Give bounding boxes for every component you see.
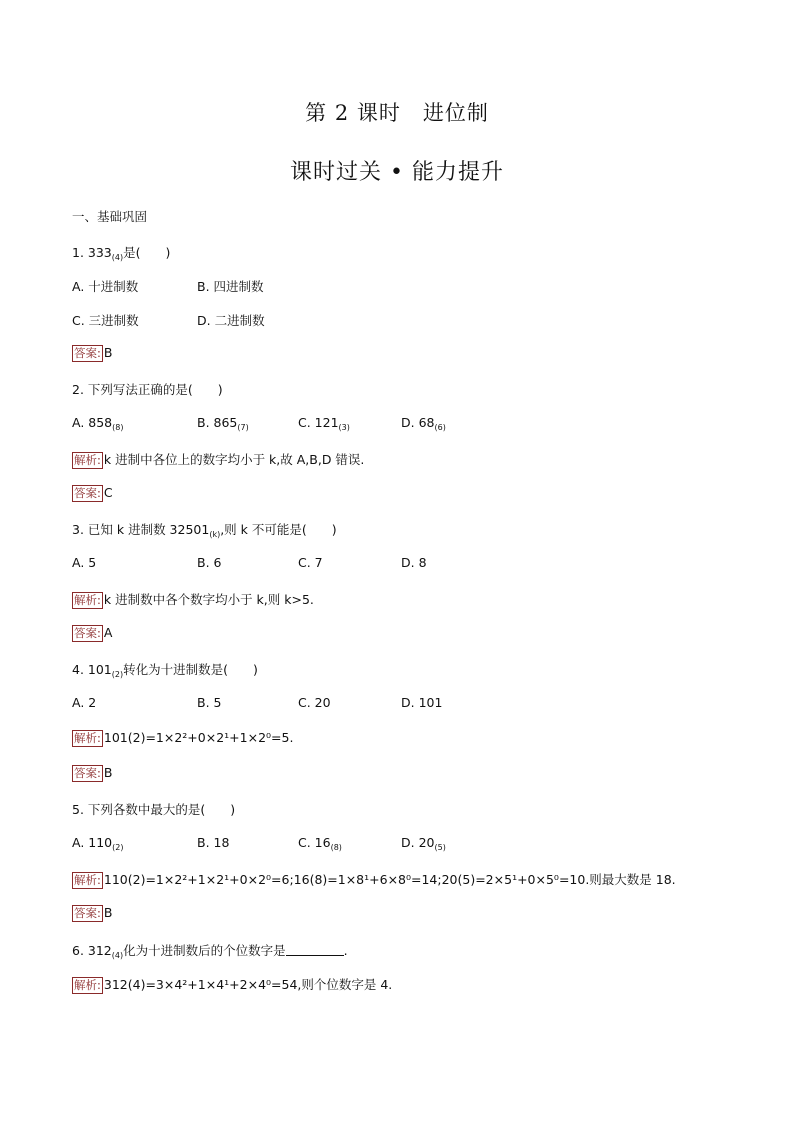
q5-option-a xyxy=(72,835,123,852)
q2-option-c xyxy=(298,415,350,432)
analysis-label: 解析: xyxy=(74,873,101,887)
q2-option-b-text: B. 865 xyxy=(197,415,238,430)
question-1 xyxy=(72,243,170,262)
analysis-label: 解析: xyxy=(74,978,101,992)
question-4 xyxy=(72,660,258,679)
q3-option-d: D. 8 xyxy=(401,555,427,570)
q3-stem-suffix: ,则 k 不可能是( ) xyxy=(220,522,337,537)
q4-option-a: A. 2 xyxy=(72,695,97,710)
q1-option-a: A. 十进制数 xyxy=(72,279,139,294)
q5-option-d-base: (5) xyxy=(434,843,446,852)
q5-option-d-text: D. 20 xyxy=(401,835,435,850)
q2-option-c-base: (3) xyxy=(338,423,350,432)
page-title: 第 2 课时 进位制 xyxy=(305,101,489,125)
q2-option-a-base: (8) xyxy=(112,423,124,432)
q2-option-b-base: (7) xyxy=(237,423,249,432)
q4-stem-prefix: 4. 101 xyxy=(72,662,112,677)
q5-option-c xyxy=(298,835,342,852)
q4-analysis-text: 101(2)=1×2²+0×2¹+1×2⁰=5. xyxy=(103,730,294,745)
q5-option-c-base: (8) xyxy=(330,843,342,852)
q2-option-d xyxy=(401,415,446,432)
q6-stem-prefix: 6. 312 xyxy=(72,943,112,958)
analysis-label: 解析: xyxy=(74,453,101,467)
q2-analysis xyxy=(72,450,364,469)
q3-stem-prefix: 3. 已知 k 进制数 32501 xyxy=(72,522,210,537)
q5-analysis xyxy=(72,870,676,889)
q5-option-b xyxy=(197,835,229,850)
q5-option-d xyxy=(401,835,446,852)
q4-answer xyxy=(72,765,112,782)
q6-analysis-text: 312(4)=3×4²+1×4¹+2×4⁰=54,则个位数字是 4. xyxy=(103,977,393,992)
section-heading: 一、基础巩固 xyxy=(72,209,148,224)
q2-option-a-text: A. 858 xyxy=(72,415,113,430)
q2-option-b xyxy=(197,415,249,432)
answer-label: 答案: xyxy=(74,906,101,920)
q3-option-a: A. 5 xyxy=(72,555,97,570)
q5-option-b-text: B. 18 xyxy=(197,835,230,850)
analysis-label: 解析: xyxy=(74,593,101,607)
q4-analysis xyxy=(72,730,293,747)
question-3 xyxy=(72,520,337,539)
q2-answer-value: C xyxy=(103,485,113,500)
q5-option-c-text: C. 16 xyxy=(298,835,331,850)
q3-answer-value: A xyxy=(103,625,113,640)
q4-option-d: D. 101 xyxy=(401,695,443,710)
answer-label: 答案: xyxy=(74,626,101,640)
q6-analysis xyxy=(72,975,392,994)
question-2: 2. 下列写法正确的是( ) xyxy=(72,382,223,397)
q3-option-b: B. 6 xyxy=(197,555,222,570)
q4-base: (2) xyxy=(111,670,124,679)
q5-option-a-text: A. 110 xyxy=(72,835,113,850)
q1-option-d: D. 二进制数 xyxy=(197,313,265,328)
answer-label: 答案: xyxy=(74,486,101,500)
q1-stem-suffix: 是( ) xyxy=(123,245,171,260)
question-6 xyxy=(72,941,348,960)
q5-answer xyxy=(72,905,112,922)
q3-option-c: C. 7 xyxy=(298,555,323,570)
q4-stem-suffix: 转化为十进制数是( ) xyxy=(123,662,258,677)
q2-option-d-text: D. 68 xyxy=(401,415,435,430)
q2-answer xyxy=(72,485,113,502)
q5-answer-value: B xyxy=(103,905,113,920)
analysis-label: 解析: xyxy=(74,731,101,745)
q3-answer xyxy=(72,625,112,642)
q2-analysis-text: k 进制中各位上的数字均小于 k,故 A,B,D 错误. xyxy=(103,452,365,467)
q6-stem-suffix: 化为十进制数后的个位数字是 xyxy=(123,943,286,958)
q6-stem-end: . xyxy=(343,943,348,958)
question-5: 5. 下列各数中最大的是( ) xyxy=(72,802,236,817)
q6-base: (4) xyxy=(111,951,124,960)
q3-base: (k) xyxy=(209,530,221,539)
q1-stem-prefix: 1. 333 xyxy=(72,245,112,260)
q5-option-a-base: (2) xyxy=(112,843,124,852)
answer-blank[interactable] xyxy=(286,945,344,956)
q1-answer-value: B xyxy=(103,345,113,360)
q5-analysis-text: 110(2)=1×2²+1×2¹+0×2⁰=6;16(8)=1×8¹+6×8⁰=14;20(5)=2×5¹+0×5⁰=10.则最大数是 18. xyxy=(103,872,676,887)
q1-option-b: B. 四进制数 xyxy=(197,279,264,294)
q4-answer-value: B xyxy=(103,765,113,780)
q2-option-a xyxy=(72,415,123,432)
q1-option-c: C. 三进制数 xyxy=(72,313,139,328)
page-subtitle: 课时过关 • 能力提升 xyxy=(290,160,504,185)
q4-option-b: B. 5 xyxy=(197,695,222,710)
q3-analysis xyxy=(72,590,314,609)
q4-option-c: C. 20 xyxy=(298,695,331,710)
answer-label: 答案: xyxy=(74,766,101,780)
q2-option-c-text: C. 121 xyxy=(298,415,339,430)
q1-base: (4) xyxy=(111,253,124,262)
q1-answer xyxy=(72,345,112,362)
q2-option-d-base: (6) xyxy=(434,423,446,432)
q3-analysis-text: k 进制数中各个数字均小于 k,则 k>5. xyxy=(103,592,314,607)
answer-label: 答案: xyxy=(74,346,101,360)
